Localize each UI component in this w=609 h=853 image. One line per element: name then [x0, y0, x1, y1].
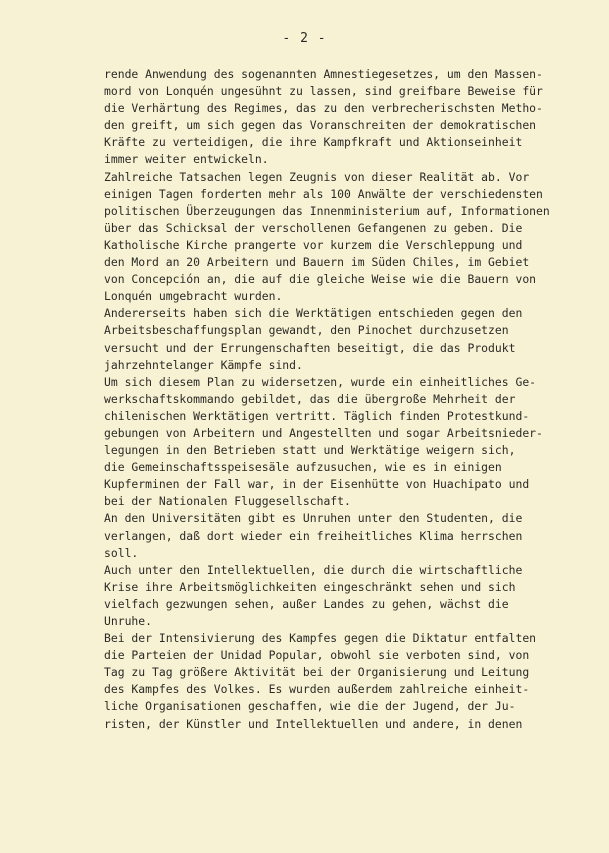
text-line: Unruhe. [104, 614, 153, 628]
text-line: soll. [104, 545, 139, 560]
text-line: vielfach gezwungen sehen, außer Landes zu gehen, wächst die [104, 596, 509, 611]
text-line: Lonquén umgebracht wurden. [104, 289, 283, 304]
text-line: liche Organisationen geschaffen, wie die der Jugend, der Ju- [104, 699, 516, 714]
text-line: legungen in den Betrieben statt und Werktätige weigern sich, [104, 443, 516, 458]
text-line: Arbeitsbeschaffungsplan gewandt, den Pinochet durchzusetzen [104, 323, 509, 338]
text-line: gebungen von Arbeitern und Angestellten und sogar Arbeitsnieder- [104, 425, 543, 440]
text-line: jahrzehntelanger Kämpfe sind. [104, 357, 303, 372]
text-line: Um sich diesem Plan zu widersetzen, wurde ein einheitliches Ge- [104, 374, 537, 389]
text-line: die Verhärtung des Regimes, das zu den verbrecherischsten Metho- [104, 101, 543, 116]
text-line: Auch unter den Intellektuellen, die durch die wirtschaftliche [104, 562, 523, 577]
text-line: bei der Nationalen Fluggesellschaft. [104, 494, 351, 509]
text-line: Zahlreiche Tatsachen legen Zeugnis von dieser Realität ab. Vor [104, 169, 530, 184]
text-line: mord von Lonquén ungesühnt zu lassen, sind greifbare Beweise für [104, 84, 543, 99]
text-line: politischen Überzeugungen das Innenministerium auf, Informationen [104, 203, 550, 218]
text-line: versucht und der Errungenschaften beseitigt, die das Produkt [104, 340, 516, 355]
text-line: den greift, um sich gegen das Voranschreiten der demokratischen [104, 118, 537, 133]
text-line: die Gemeinschaftsspeisesäle aufzusuchen, wie es in einigen [104, 460, 502, 475]
text-line: Krise ihre Arbeitsmöglichkeiten eingeschränkt sehen und sich [104, 579, 516, 594]
body-text [104, 66, 574, 733]
text-line: des Kampfes des Volkes. Es wurden außerdem zahlreiche einheit- [104, 682, 530, 697]
text-line: rende Anwendung des sogenannten Amnestiegesetzes, um den Massen- [104, 67, 543, 81]
text-line: über das Schicksal der verschollenen Gefangenen zu geben. Die [104, 220, 523, 235]
text-line: Katholische Kirche prangerte vor kurzem die Verschleppung und [104, 237, 523, 252]
text-line: von Concepción an, die auf die gleiche Weise wie die Bauern von [104, 272, 537, 287]
text-line: verlangen, daß dort wieder ein freiheitliches Klima herrschen [104, 528, 523, 543]
text-line: die Parteien der Unidad Popular, obwohl sie verboten sind, von [104, 648, 530, 663]
text-line: Kräfte zu verteidigen, die ihre Kampfkraft und Aktionseinheit [104, 135, 523, 150]
text-line: Tag zu Tag größere Aktivität bei der Organisierung und Leitung [104, 665, 530, 680]
text-line: Bei der Intensivierung des Kampfes gegen die Diktatur entfalten [104, 631, 537, 646]
text-line: risten, der Künstler und Intellektuellen und andere, in denen [104, 716, 523, 731]
text-line: immer weiter entwickeln. [104, 152, 269, 167]
text-line: Kupferminen der Fall war, in der Eisenhütte von Huachipato und [104, 477, 530, 492]
text-line: chilenischen Werktätigen vertritt. Täglich finden Protestkund- [104, 408, 530, 423]
text-line: werkschaftskommando gebildet, das die übergroße Mehrheit der [104, 391, 516, 406]
text-line: An den Universitäten gibt es Unruhen unter den Studenten, die [104, 511, 523, 526]
text-line: Andererseits haben sich die Werktätigen entschieden gegen den [104, 306, 523, 321]
text-line: einigen Tagen forderten mehr als 100 Anwälte der verschiedensten [104, 186, 543, 201]
text-line: den Mord an 20 Arbeitern und Bauern im Süden Chiles, im Gebiet [104, 255, 530, 270]
page-number: - 2 - [282, 31, 327, 46]
